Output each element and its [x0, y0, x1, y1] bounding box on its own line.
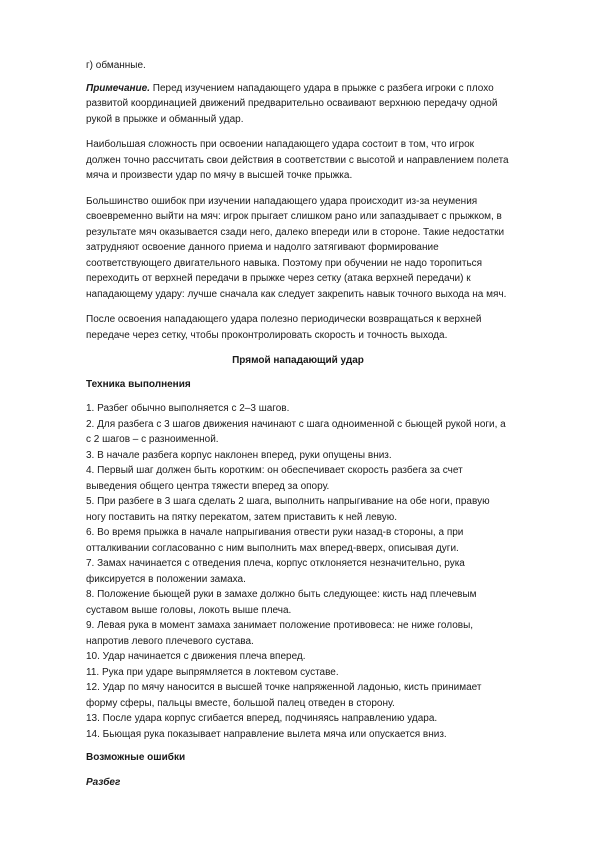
step-item: 10. Удар начинается с движения плеча вперед.: [86, 651, 306, 662]
step-item: 14. Бьющая рука показывает направление вылета мяча или опускается вниз.: [86, 728, 447, 740]
step-item: 1. Разбег обычно выполняется с 2–3 шагов.: [86, 403, 290, 414]
step-item: 3. В начале разбега корпус наклонен вперед, руки опущены вниз.: [86, 449, 392, 461]
step-item: 5. При разбеге в 3 шага сделать 2 шага, выполнить напрыгивание на обе ноги, правую ногу поставить на пятку перекатом, затем приставить к ней левую.: [86, 496, 490, 523]
step-item: 13. После удара корпус сгибается вперед, подчиняясь направлению удара.: [86, 713, 438, 724]
step-item: 7. Замах начинается с отведения плеча, корпус отклоняется незначительно, рука фиксируется в положении замаха.: [86, 558, 465, 585]
technique-heading: Техника выполнения: [86, 378, 191, 390]
note-label: Примечание.: [86, 82, 150, 94]
step-item: 4. Первый шаг должен быть коротким: он обеспечивает скорость разбега за счет выведения общего центра тяжести вперед за опору.: [86, 465, 463, 492]
note-text: Перед изучением нападающего удара в прыжке с разбега игроки с плохо развитой координацией движений предварительно осваивают верхнюю передачу одной рукой в прыжке и обманный удар.: [86, 82, 498, 125]
list-item-deceptive: г) обманные.: [86, 60, 146, 71]
step-item: 2. Для разбега с 3 шагов движения начинают с шага одноименной с бьющей рукой ноги, а с 2 шагов – с разноименной.: [86, 418, 506, 445]
paragraph-difficulty: Наибольшая сложность при освоении нападающего удара состоит в том, что игрок должен точно рассчитать свои действия в соответствии с высотой и направлением полета мяча и произвести удар по мячу в высшей точке прыжка.: [86, 139, 509, 181]
steps-list: [86, 401, 510, 742]
page-content: [86, 58, 510, 790]
section-title: Прямой нападающий удар: [232, 355, 364, 366]
step-item: 8. Положение бьющей руки в замахе должно быть следующее: кисть над плечевым суставом выше головы, локоть выше плеча.: [86, 589, 477, 616]
step-item: 9. Левая рука в момент замаха занимает положение противовеса: не ниже головы, напротив левого плечевого сустава.: [86, 620, 474, 647]
runup-heading: Разбег: [86, 776, 121, 788]
step-item: 12. Удар по мячу наносится в высшей точке напряженной ладонью, кисть принимает форму сферы, пальцы вместе, большой палец отведен в сторону.: [86, 682, 482, 709]
step-item: 11. Рука при ударе выпрямляется в локтевом суставе.: [86, 666, 339, 678]
paragraph-after-mastering: После освоения нападающего удара полезно периодически возвращаться к верхней передаче через сетку, чтобы проконтролировать скорость и точность выхода.: [86, 314, 482, 341]
note-paragraph: [86, 81, 510, 128]
paragraph-errors: Большинство ошибок при изучении нападающего удара происходит из-за неумения своевременно выйти на мяч: игрок прыгает слишком рано или запаздывает с прыжком, в результате мяч оказывается сзади него, далеко впереди или в стороне. Такие недостатки затрудняют освоение данного приема и надолго затягивают формирование соответствующего двигательного навыка. Поэтому при обучении не надо торопиться переходить от верхней передачи в прыжке через сетку (атака верхней передачи) к нападающему удару: лучше сначала как следует закрепить навык точного выхода на мяч.: [86, 195, 507, 300]
errors-heading: Возможные ошибки: [86, 752, 186, 763]
step-item: 6. Во время прыжка в начале напрыгивания отвести руки назад-в стороны, а при отталкивании согласованно с ним выполнить мах вперед-вверх, описывая дуги.: [86, 527, 464, 554]
